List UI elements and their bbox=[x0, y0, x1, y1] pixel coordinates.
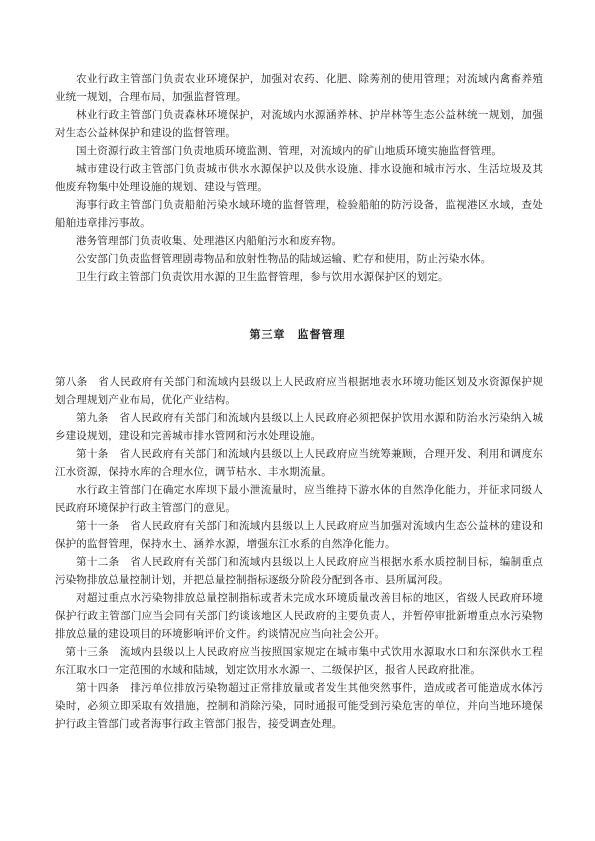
supervision-section bbox=[55, 373, 543, 733]
paragraph-agriculture: 农业行政主管部门负责农业环境保护，加强对农药、化肥、除莠剂的使用管理；对流域内禽畜养殖业统一规划，合理布局，加强监督管理。 bbox=[55, 73, 543, 103]
paragraph-urban-construction: 城市建设行政主管部门负责城市供水水源保护以及供水设施、排水设施和城市污水、生活垃圾及其他废弃物集中处理设施的规划、建设与管理。 bbox=[55, 163, 543, 193]
paragraph-health: 卫生行政主管部门负责饮用水源的卫生监督管理，参与饮用水源保护区的划定。 bbox=[76, 271, 449, 283]
article-12: 第十二条 省人民政府有关部门和流域内县级以上人民政府应当根据水系水质控制目标，编制重点污染物排放总量控制计划，并把总量控制指标逐级分阶段分配到各市、县所属河段。 bbox=[55, 556, 543, 586]
article-10: 第十条 省人民政府有关部门和流域内县级以上人民政府应当统筹兼顾，合理开发、利用和调度东江水资源，保持水库的合理水位，调节枯水、丰水期流量。 bbox=[55, 448, 543, 478]
article-13: 第十三条 流域内县级以上人民政府应当按照国家规定在城市集中式饮用水源取水口和东深供水工程东江取水口一定范围的水域和陆域，划定饮用水水源一、二级保护区，报省人民政府批准。 bbox=[55, 646, 543, 676]
paragraph-forestry: 林业行政主管部门负责森林环境保护，对流域内水源涵养林、护岸林等生态公益林统一规划，加强对生态公益林保护和建设的监督管理。 bbox=[55, 109, 543, 139]
paragraph-port-management: 港务管理部门负责收集、处理港区内船舶污水和废弃物。 bbox=[76, 235, 343, 247]
paragraph-public-security: 公安部门负责监督管理剧毒物品和放射性物品的陆域运输、贮存和使用，防止污染水体。 bbox=[76, 253, 492, 265]
article-8: 第八条 省人民政府有关部门和流域内县级以上人民政府应当根据地表水环境功能区划及水资源保护规划合理规划产业布局，优化产业结构。 bbox=[55, 376, 543, 406]
article-12-paragraph-2: 对超过重点水污染物排放总量控制指标或者未完成水环境质量改善目标的地区，省级人民政府环境保护行政主管部门应当会同有关部门约谈该地区人民政府的主要负责人，并暂停审批新增重点水污染物排放总量的建设项目的环境影响评价文件。约谈情况应当向社会公开。 bbox=[55, 592, 543, 640]
paragraph-land-resources: 国土资源行政主管部门负责地质环境监测、管理，对流域内的矿山地质环境实施监督管理。 bbox=[76, 145, 502, 157]
paragraph-maritime: 海事行政主管部门负责船舶污染水域环境的监督管理，检验船舶的防污设备，监视港区水域，查处船舶违章排污事故。 bbox=[55, 199, 543, 229]
chapter-title: 第三章 监督管理 bbox=[249, 328, 346, 341]
article-10-paragraph-2: 水行政主管部门在确定水库坝下最小泄流量时，应当维持下游水体的自然净化能力，并征求同级人民政府环境保护行政主管部门的意见。 bbox=[55, 484, 543, 514]
article-11: 第十一条 省人民政府有关部门和流域内县级以上人民政府应当加强对流域内生态公益林的建设和保护的监督管理，保持水土、涵养水源，增强东江水系的自然净化能力。 bbox=[55, 520, 543, 550]
article-9: 第九条 省人民政府有关部门和流域内县级以上人民政府必须把保护饮用水源和防治水污染纳入城乡建设规划，建设和完善城市排水管网和污水处理设施。 bbox=[55, 412, 543, 442]
department-duties-section bbox=[55, 70, 543, 286]
article-14: 第十四条 排污单位排放污染物超过正常排放量或者发生其他突然事件，造成或者可能造成水体污染时，必须立即采取有效措施，控制和消除污染，同时通报可能受到污染危害的单位，并向当地环境保护行政主管部门或者海事行政主管部门报告，接受调查处理。 bbox=[55, 682, 543, 730]
